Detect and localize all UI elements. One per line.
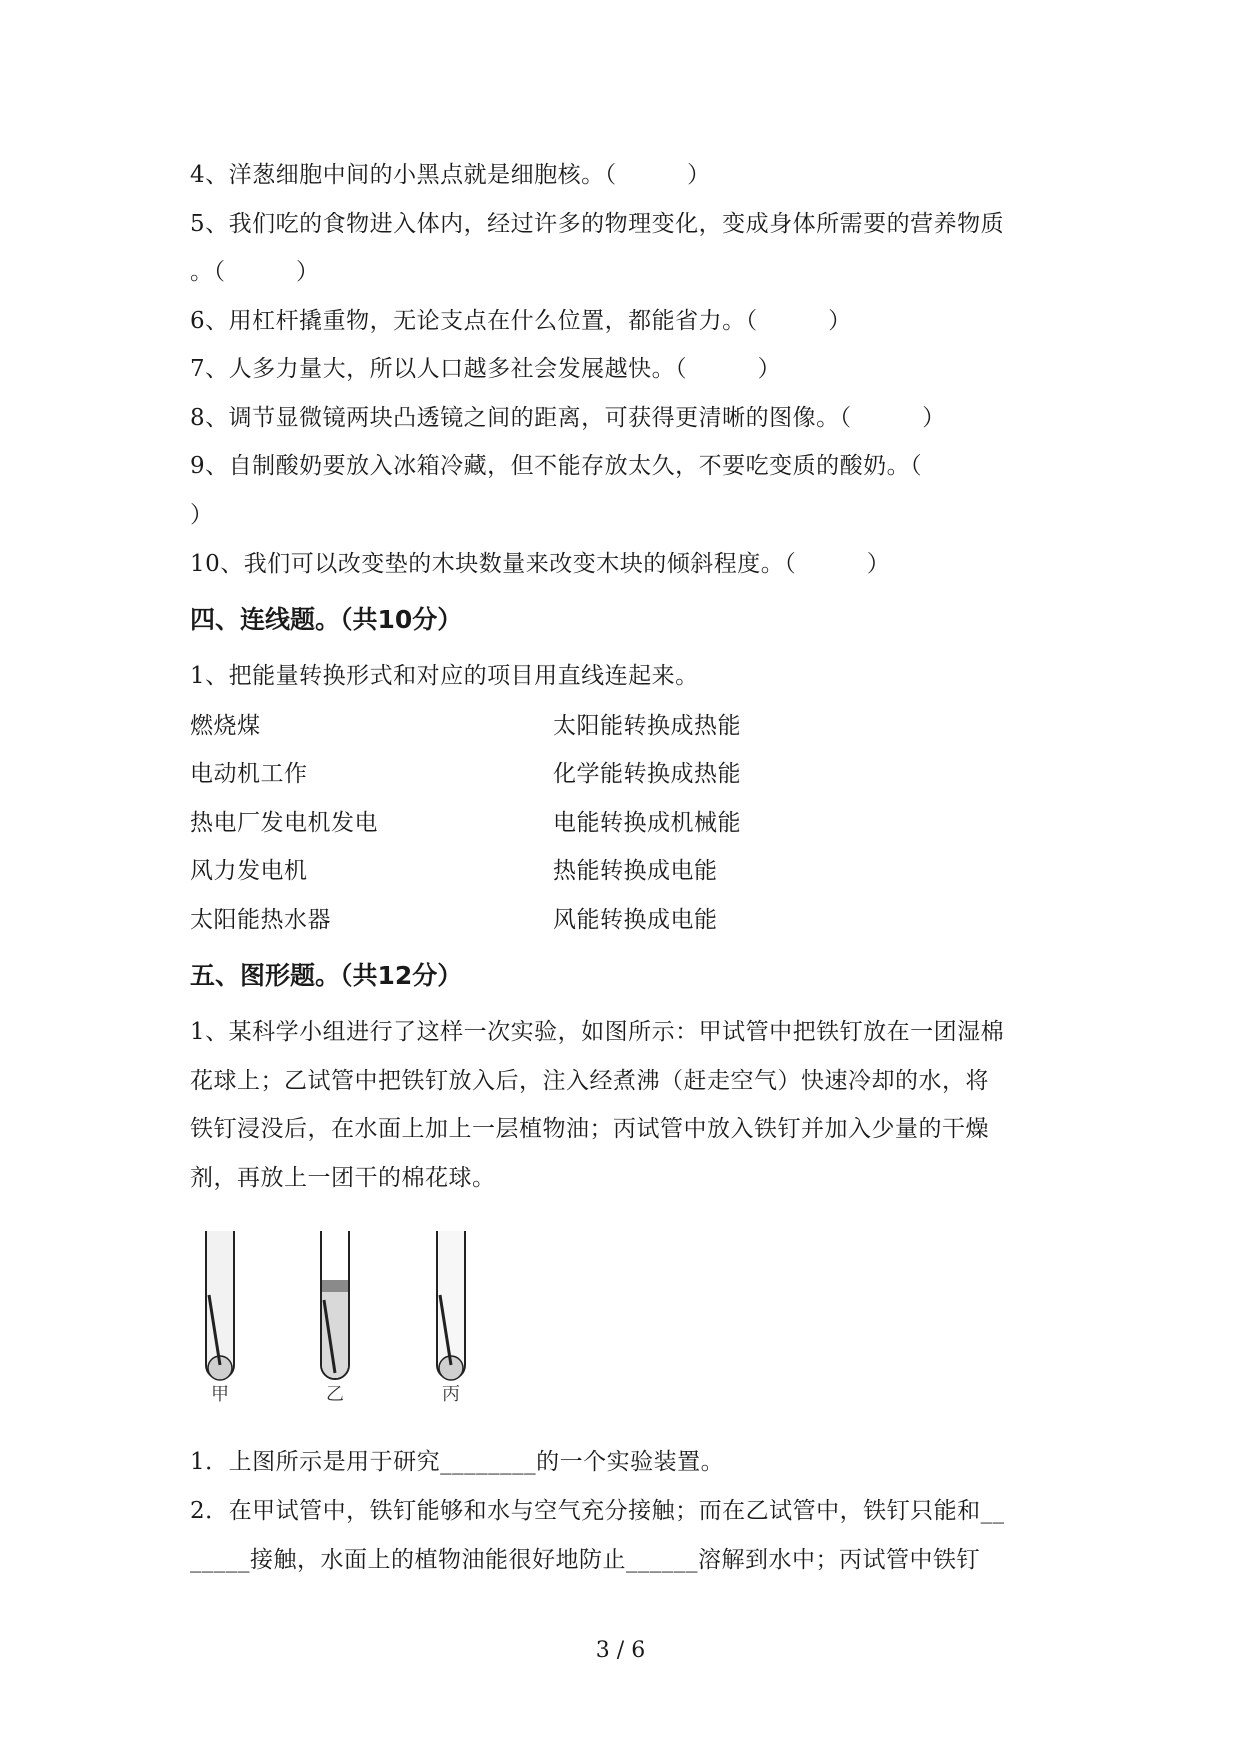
match-left-item-1: 燃烧煤 (190, 713, 261, 739)
match-right-item-5: 风能转换成电能 (553, 907, 718, 933)
judgement-item-8: 8、调节显微镜两块凸透镜之间的距离，可获得更清晰的图像。（ ） (190, 405, 946, 431)
judgement-item-7: 7、人多力量大，所以人口越多社会发展越快。（ ） (190, 356, 782, 382)
section5-paragraph-line-1: 1、某科学小组进行了这样一次实验，如图所示：甲试管中把铁钉放在一团湿棉 (190, 1019, 1005, 1045)
match-right-item-2: 化学能转换成热能 (553, 761, 741, 787)
tube-label-jia: 甲 (211, 1384, 229, 1405)
match-right-item-1: 太阳能转换成热能 (553, 713, 741, 739)
match-left-item-5: 太阳能热水器 (190, 907, 331, 933)
test-tube-bing (437, 1231, 465, 1380)
section5-paragraph-line-4: 剂，再放上一团干的棉花球。 (190, 1165, 496, 1191)
section4-heading: 四、连线题。（共10分） (190, 605, 463, 634)
section5-paragraph-line-3: 铁钉浸没后，在水面上加上一层植物油；丙试管中放入铁钉并加入少量的干燥 (190, 1116, 989, 1142)
sub-question-2: 2．在甲试管中，铁钉能够和水与空气充分接触；而在乙试管中，铁钉只能和__ (190, 1498, 1005, 1524)
judgement-item-10: 10、我们可以改变垫的木块数量来改变木块的倾斜程度。（ ） (190, 551, 891, 577)
match-right-item-3: 电能转换成机械能 (553, 810, 741, 836)
test-tube-figure (190, 1225, 490, 1405)
match-left-item-3: 热电厂发电机发电 (190, 810, 378, 836)
judgement-item-5-continuation: 。（ ） (190, 259, 320, 285)
tube-label-yi: 乙 (326, 1384, 344, 1405)
match-left-item-4: 风力发电机 (190, 858, 308, 884)
match-right-item-4: 热能转换成电能 (553, 858, 718, 884)
test-tube-jia (206, 1231, 234, 1380)
section4-question: 1、把能量转换形式和对应的项目用直线连起来。 (190, 663, 699, 689)
sub-question-2-continuation: _____接触，水面上的植物油能很好地防止______溶解到水中；丙试管中铁钉 (190, 1547, 980, 1573)
sub-question-1: 1．上图所示是用于研究________的一个实验装置。 (190, 1449, 725, 1475)
judgement-item-6: 6、用杠杆撬重物，无论支点在什么位置，都能省力。（ ） (190, 308, 852, 334)
judgement-item-9: 9、自制酸奶要放入冰箱冷藏，但不能存放太久，不要吃变质的酸奶。（ (190, 453, 923, 479)
judgement-item-9-continuation: ） (190, 502, 214, 528)
judgement-item-5: 5、我们吃的食物进入体内，经过许多的物理变化，变成身体所需要的营养物质 (190, 211, 1005, 237)
section5-heading: 五、图形题。（共12分） (190, 961, 463, 990)
match-left-item-2: 电动机工作 (190, 761, 308, 787)
section5-paragraph-line-2: 花球上；乙试管中把铁钉放入后，注入经煮沸（赶走空气）快速冷却的水，将 (190, 1068, 989, 1094)
tube-label-bing: 丙 (442, 1384, 460, 1405)
test-tube-yi (321, 1231, 349, 1379)
page-number: 3 / 6 (595, 1638, 646, 1663)
judgement-item-4: 4、洋葱细胞中间的小黑点就是细胞核。（ ） (190, 162, 711, 188)
oil-layer (322, 1280, 348, 1292)
